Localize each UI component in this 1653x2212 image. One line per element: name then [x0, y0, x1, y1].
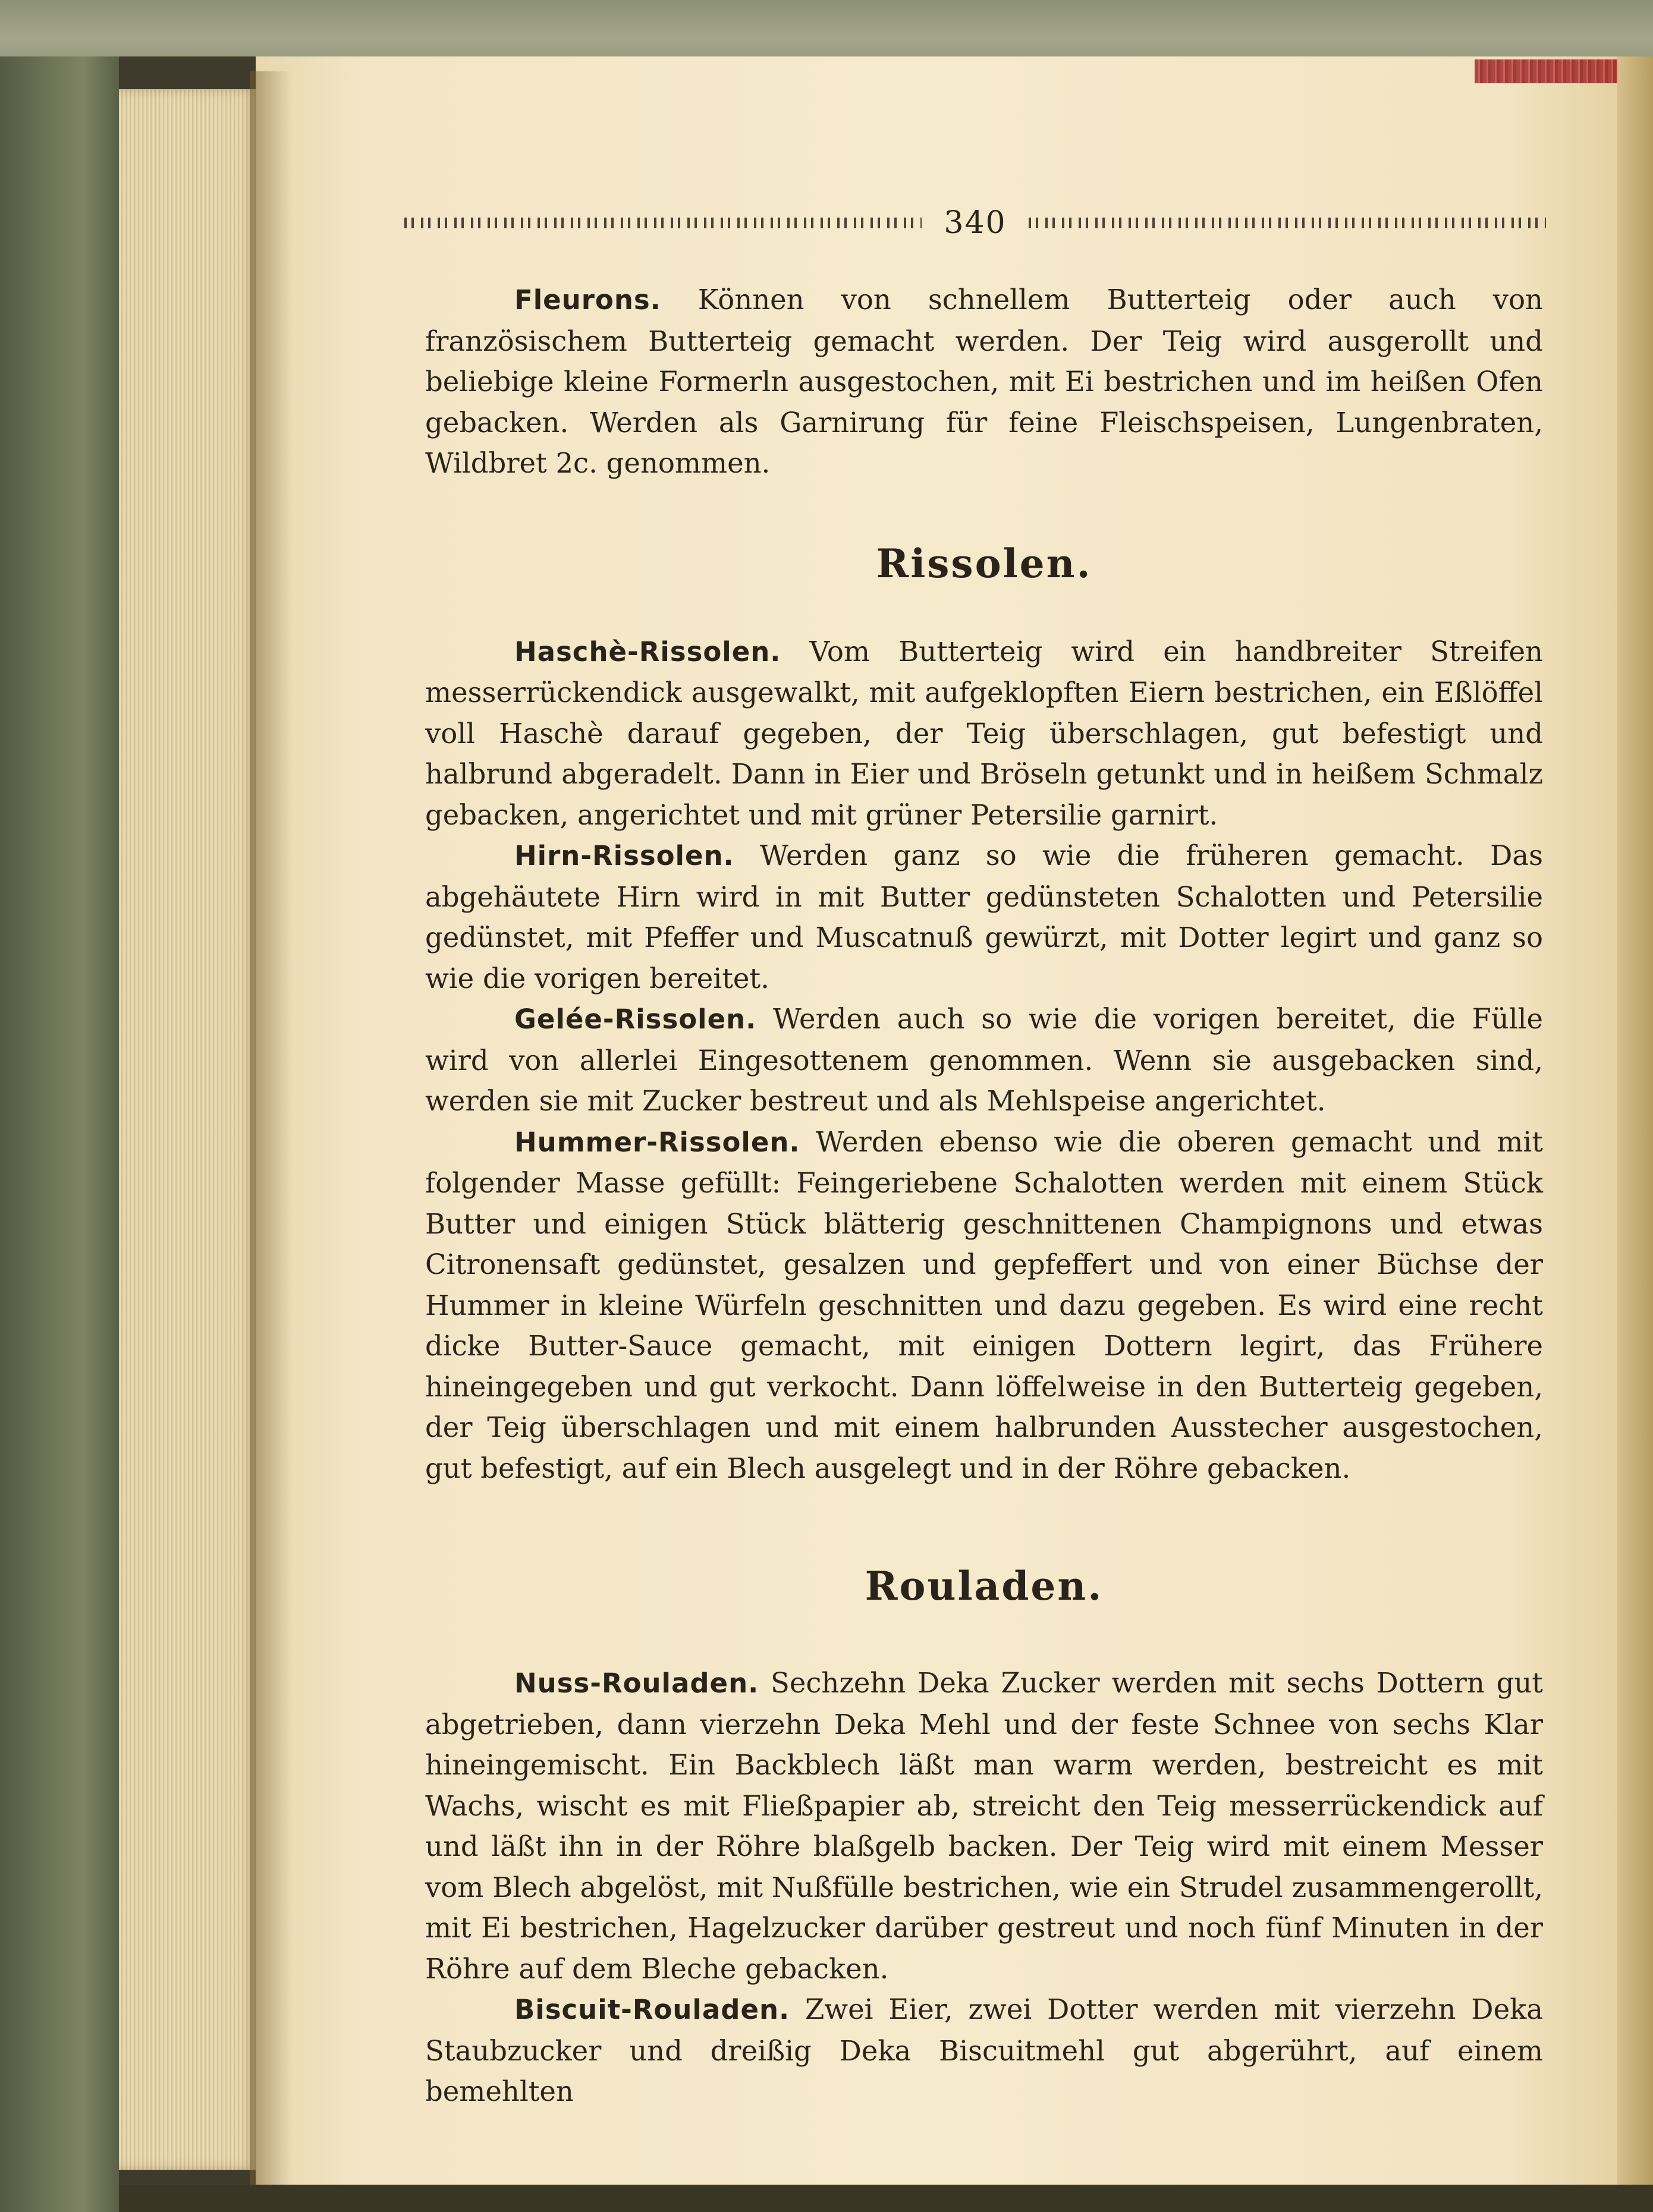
entry-text: Werden auch so wie die vorigen bereitet, die Fülle wird von allerlei Eingesottenem genommen. Wenn sie ausgebacken sind, werden sie mit Zucker bestreut und als Mehlspeise angerichtet.	[425, 1003, 1544, 1117]
ornament-left-icon	[404, 213, 922, 233]
entry-term: Gelée-Rissolen.	[514, 1003, 757, 1035]
entry-fleurons	[425, 279, 1543, 484]
entry-text: Werden ganz so wie die früheren gemacht. Das abgehäutete Hirn wird in mit Butter gedünsteten Schalotten und Petersilie gedünstet, mit Pfeffer und Muscatnuß gewürzt, mit Dotter legirt und ganz so wie die vorigen bereitet.	[425, 839, 1543, 995]
entry-text: Können von schnellem Butterteig oder auch von französischem Butterteig gemacht werden. Der Teig wird ausgerollt und beliebige kleine Formerln ausgestochen, mit Ei bestrichen und im heißen Ofen gebacken. Werden als Garnirung für feine Fleischspeisen, Lungenbraten, Wildbret 2c. genommen.	[425, 284, 1544, 479]
book-cover-top	[0, 0, 1653, 56]
entry-hirn-rissolen	[425, 835, 1543, 999]
entry-term: Biscuit-Rouladen.	[514, 1994, 790, 2025]
entry-hummer-rissolen	[425, 1122, 1543, 1489]
entry-gelee-rissolen	[425, 999, 1543, 1122]
entry-term: Hummer-Rissolen.	[514, 1126, 800, 1158]
entry-text: Werden ebenso wie die oberen gemacht und mit folgender Masse gefüllt: Feingeriebene Schalotten werden mit einem Stück Butter und einigen Stück blätterig geschnittenen Champignons und etwas Citronensaft gedünstet, gesalzen und gepfeffert und von einer Büchse der Hummer in kleine Würfeln geschnitten und dazu gegeben. Es wird eine recht dicke Butter-Sauce gemacht, mit einigen Dottern legirt, das Frühere hineingegeben und gut verkocht. Dann löffelweise in den Butterteig gegeben, der Teig überschlagen und mit einem halbrunden Ausstecher ausgestochen, gut befestigt, auf ein Blech ausgelegt und in der Röhre gebacken.	[425, 1125, 1543, 1484]
running-head	[404, 199, 1546, 247]
entry-text: Sechzehn Deka Zucker werden mit sechs Dottern gut abgetrieben, dann vierzehn Deka Mehl und der feste Schnee von sechs Klar hineingemischt. Ein Backblech läßt man warm werden, bestreicht es mit Wachs, wischt es mit Fließpapier ab, streicht den Teig messerrückendick auf und läßt ihn in der Röhre blaßgelb backen. Der Teig wird mit einem Messer vom Blech abgelöst, mit Nußfülle bestrichen, wie ein Strudel zusammengerollt, mit Ei bestrichen, Hagelzucker darüber gestreut und noch fünf Minuten in der Röhre auf dem Bleche gebacken.	[425, 1667, 1543, 1985]
page-right-edge	[1617, 56, 1653, 2185]
page-number: 340	[944, 205, 1007, 241]
section-title-rissolen: Rissolen.	[876, 540, 1092, 587]
entry-nuss-rouladen	[425, 1663, 1543, 1989]
book-cover	[0, 0, 119, 2212]
section-title-rouladen: Rouladen.	[865, 1563, 1104, 1609]
entry-text: Zwei Eier, zwei Dotter werden mit vierzehn Deka Staubzucker und dreißig Deka Biscuitmehl gut abgerührt, auf einem bemehlten	[425, 1993, 1544, 2107]
entry-hasche-rissolen	[425, 631, 1543, 836]
entry-biscuit-rouladen	[425, 1989, 1543, 2112]
book-bottom-edge	[119, 2185, 1653, 2212]
page-edges	[119, 89, 259, 2170]
entry-term: Fleurons.	[514, 284, 661, 316]
entry-term: Haschè-Rissolen.	[514, 635, 781, 668]
ornament-right-icon	[1029, 213, 1546, 233]
text-column	[425, 279, 1543, 2112]
entry-text: Vom Butterteig wird ein handbreiter Streifen messerrückendick ausgewalkt, mit aufgeklopften Eiern bestrichen, ein Eßlöffel voll Haschè darauf gegeben, der Teig überschlagen, gut befestigt und halbrund abgeradelt. Dann in Eier und Bröseln getunkt und in heißem Schmalz gebacken, angerichtet und mit grüner Petersilie garnirt.	[425, 635, 1543, 831]
spine-shadow	[250, 71, 291, 2188]
entry-term: Hirn-Rissolen.	[514, 840, 734, 871]
entry-term: Nuss-Rouladen.	[514, 1667, 759, 1699]
header-band-decoration	[1475, 59, 1617, 83]
